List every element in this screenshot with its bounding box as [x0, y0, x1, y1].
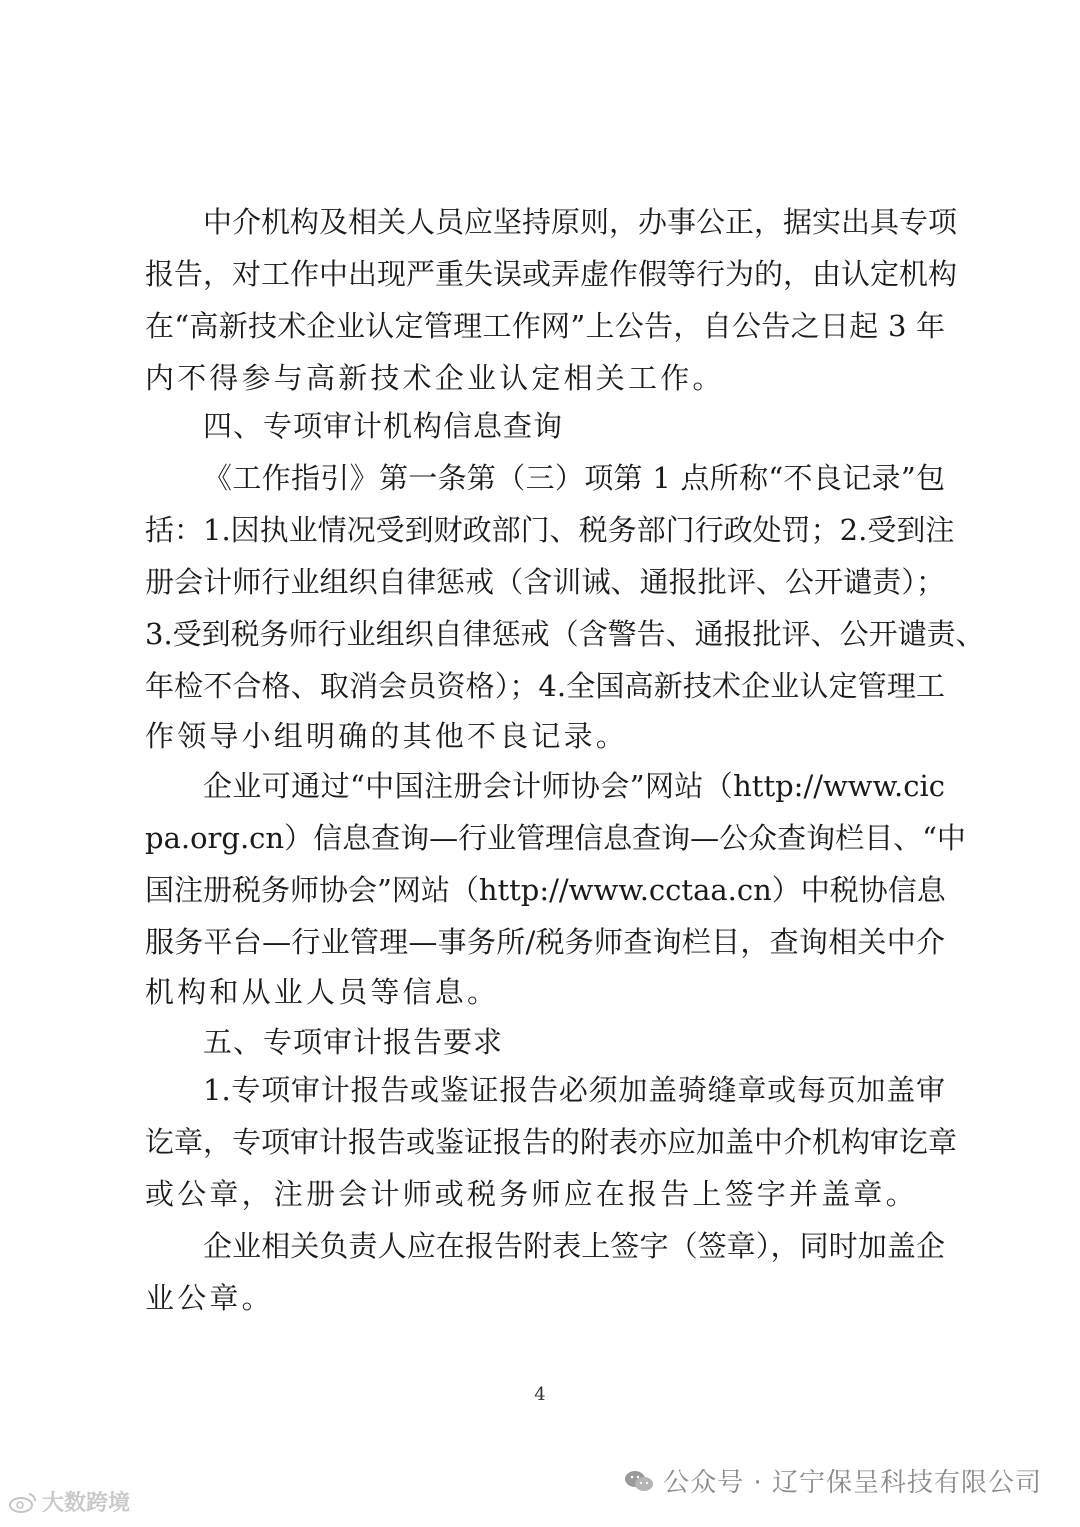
paragraph-line: 年检不合格、取消会员资格）；4.全国高新技术企业认定管理工 — [145, 669, 945, 703]
paragraph-line: 机构和从业人员等信息。 — [145, 975, 500, 1009]
paragraph-line: 企业相关负责人应在报告附表上签字（签章），同时加盖企 — [203, 1229, 945, 1263]
paragraph-line: 中介机构及相关人员应坚持原则，办事公正，据实出具专项 — [203, 205, 958, 239]
paragraph-line: pa.org.cn）信息查询—行业管理信息查询—公众查询栏目、“中 — [145, 821, 966, 855]
section-heading: 五、专项审计报告要求 — [203, 1025, 504, 1059]
paragraph-line: 《工作指引》第一条第（三）项第 1 点所称“不良记录”包 — [203, 461, 945, 495]
corner-watermark — [8, 1486, 130, 1517]
paragraph-line: 作领导小组明确的其他不良记录。 — [145, 719, 629, 753]
paragraph-line: 讫章，专项审计报告或鉴证报告的附表亦应加盖中介机构审讫章 — [145, 1125, 958, 1159]
weibo-icon — [8, 1490, 38, 1514]
paragraph-line: 3.受到税务师行业组织自律惩戒（含警告、通报批评、公开谴责、 — [145, 617, 985, 651]
paragraph-line: 括：1.因执业情况受到财政部门、税务部门行政处罚；2.受到注 — [145, 513, 955, 547]
paragraph-line: 册会计师行业组织自律惩戒（含训诫、通报批评、公开谴责）； — [145, 565, 945, 599]
paragraph-line: 业公章。 — [145, 1281, 274, 1315]
official-account-watermark — [623, 1462, 1042, 1499]
official-account-label: 公众号 · 辽宁保呈科技有限公司 — [663, 1468, 1042, 1498]
paragraph-line: 或公章，注册会计师或税务师应在报告上签字并盖章。 — [145, 1177, 918, 1211]
corner-watermark-label: 大数跨境 — [42, 1491, 131, 1516]
section-heading: 四、专项审计机构信息查询 — [203, 409, 564, 443]
paragraph-line: 报告，对工作中出现严重失误或弄虚作假等行为的，由认定机构 — [145, 257, 958, 291]
paragraph-line: 1.专项审计报告或鉴证报告必须加盖骑缝章或每页加盖审 — [203, 1073, 945, 1107]
page-number: 4 — [534, 1384, 546, 1405]
paragraph-line: 国注册税务师协会”网站（http://www.cctaa.cn）中税协信息 — [145, 873, 946, 907]
paragraph-line: 在“高新技术企业认定管理工作网”上公告，自公告之日起 3 年 — [145, 309, 945, 343]
paragraph-line: 内不得参与高新技术企业认定相关工作。 — [145, 361, 725, 395]
paragraph-line: 服务平台—行业管理—事务所/税务师查询栏目，查询相关中介 — [145, 925, 945, 959]
wechat-icon — [623, 1469, 655, 1493]
paragraph-line: 企业可通过“中国注册会计师协会”网站（http://www.cic — [203, 769, 945, 803]
